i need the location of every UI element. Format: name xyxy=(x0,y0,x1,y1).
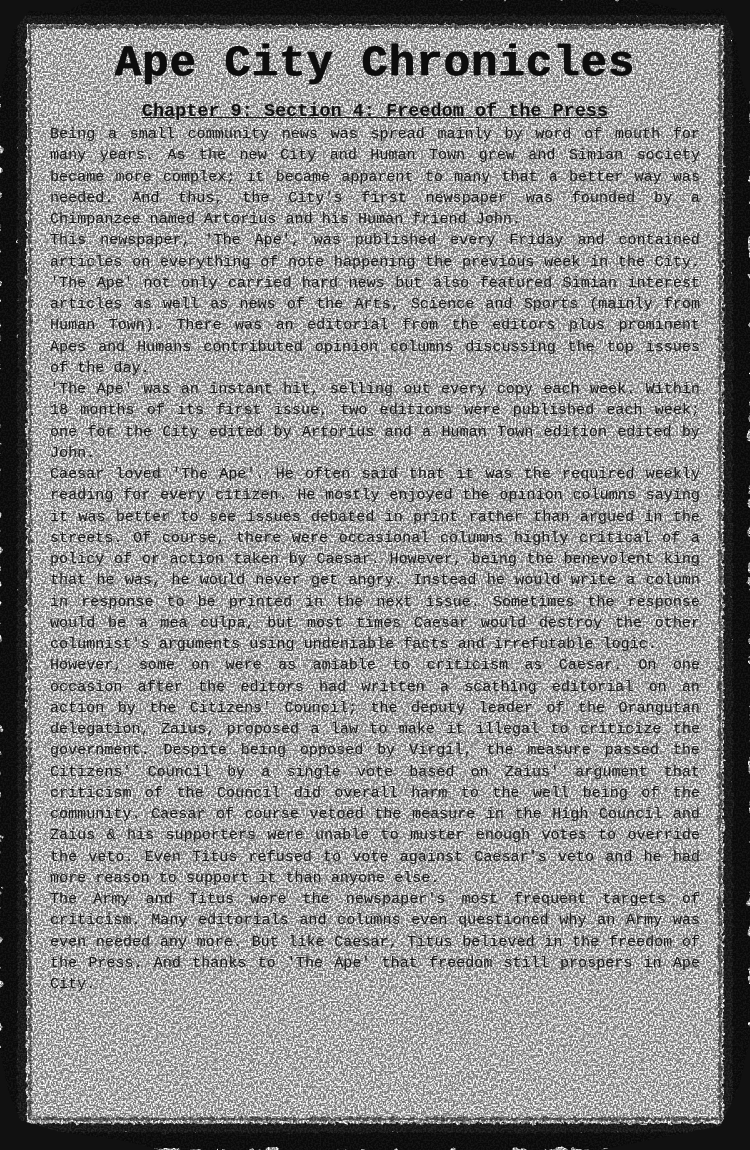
paragraph-1: Being a small community news was spread mainly by word of mouth for many years. As the new City and Human Town grew and Simian society became more complex; it became apparent to many that a better way was needed. And thus, the City's first newspaper was founded by a Chimpanzee named Artorius and his Human friend John. xyxy=(50,125,700,228)
paragraph-3: 'The Ape' was an instant hit, selling out every copy each week. Within 18 months of its first issue, two editions were published each week; one for the City edited by Artorius and a Human Town edition edited by John. xyxy=(50,380,700,462)
paragraph-6: The Army and Titus were the newspaper's most frequent targets of criticism. Many editorials and columns even questioned why an Army was even needed any more. But like Caesar, Titus believed in the freedom of the Press. And thanks to 'The Ape' that freedom still prospers in Ape City. xyxy=(50,890,700,993)
paragraph-5: However, some on were as amiable to criticism as Caesar. On one occasion after the editors had written a scathing editorial on an action by the Citizens' Council; the deputy leader of the Orangutan delegation, Zaius, proposed a law to make it illegal to criticize the government. Despite being opposed by Virgil, the measure passed the Citizens' Council by a single vote based on Zaius' argument that criticism of the Council did overall harm to the well being of the community. Caesar of course vetoed the measure in the High Council and Zaius & his supporters were unable to muster enough votes to override the veto. Even Titus refused to vote against Caesar's veto and he had more reason to support it than anyone else. xyxy=(50,656,700,887)
chapter-heading: Chapter 9: Section 4: Freedom of the Press xyxy=(141,101,609,122)
page-title: Ape City Chronicles xyxy=(114,39,636,89)
article-content xyxy=(50,36,700,995)
paragraph-4: Caesar loved 'The Ape'. He often said that it was the required weekly reading for every citizen. He mostly enjoyed the opinion columns saying it was better to see issues debated in print rather than argued in the streets. Of course, there were occasional columns highly critical of a policy of or action taken by Caesar. However, being the benevolent king that he was, he would never get angry. Instead he would write a column in response to be printed in the next issue. Sometimes the response would be a mea culpa, but most times Caesar would destroy the other columnist's arguments using undeniable facts and irrefutable logic. xyxy=(50,465,700,653)
article-body xyxy=(50,124,700,995)
paragraph-2: This newspaper, 'The Ape', was published every Friday and contained articles on everything of note happening the previous week in the City. 'The Ape' not only carried hard news but also featured Simian interest articles as well as news of the Arts, Science and Sports (mainly from Human Town). There was an editorial from the editors plus prominent Apes and Humans contributed opinion columns discussing the top issues of the day. xyxy=(50,231,700,377)
